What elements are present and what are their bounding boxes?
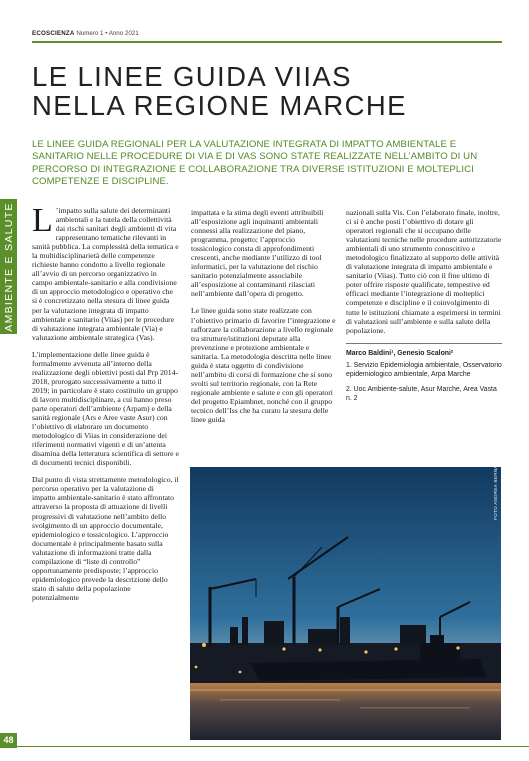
text-column-1: [32, 202, 179, 610]
paragraph: impattata e la stima degli eventi attribuibili all’esposizione agli inquinanti ambientali connessi alla realizzazione del piano, programma, progetto; l’approccio tossicologico consta di approfondimenti crescenti, anche mediante l’utilizzo di tool informatici, per la valutazione del rischio sanitario potenzialmente associabile all’esposizione ai contaminanti rilasciati nell’ambiente dall’opera di progetto.: [191, 208, 324, 299]
harbor-photo: [190, 467, 501, 740]
author-names: Marco Baldini¹, Genesio Scaloni²: [346, 349, 454, 357]
title-line-2: NELLA REGIONE MARCHE: [32, 90, 407, 121]
running-header: [32, 30, 502, 37]
paragraph: L ’impatto sulla salute dei determinanti ambientali e la tutela della collettività dai rischi sanitari degli ambienti di vita rappresentano tematiche rilevanti in sanità pubblica. La complessità della tematica e la multidisciplinarietà delle competenze richieste hanno condotto a livello regionale all’avvio di un percorso organizzativo in campo ambientale-sanitario e alla condivisione di un approccio metodologico e operativo che si è concretizzato nella stesura di linee guida per la valutazione integrata di impatto ambientale e sanitario (Viias) per le procedure di valutazione integrata ambientale (Via) e valutazione ambientale strategica (Vas).: [32, 202, 179, 342]
paragraph: nazionali sulla Vis. Con l’elaborato finale, inoltre, ci si è anche posti l’obiettivo di dotare gli operatori regionali che si occupano delle valutazioni tecniche nelle procedure autorizzatorie ambientali di uno strumento conoscitivo e metodologico finalizzato al supporto delle attività di valutazione integrata di impatto ambientale e sanitario (Viias). Tutto ciò con il fine ultimo di poter offrire risposte qualificate, tempestive ed efficaci mediante l’integrazione di molteplici competenze e discipline e il coinvolgimento di tutte le istituzioni chiamate a esprimersi in termini di valutazioni sull’ambiente e sulla salute della popolazione.: [346, 208, 502, 335]
title-line-1: LE LINEE GUIDA VIIAS: [32, 61, 352, 92]
article-title: [32, 62, 502, 120]
section-tab: [0, 199, 17, 334]
author-affiliation-2: 2. Uoc Ambiente-salute, Asur Marche, Area Vasta n. 2: [346, 386, 497, 402]
author-block: [346, 350, 502, 404]
section-tab-label: AMBIENTE E SALUTE: [2, 201, 15, 332]
author-affiliation-1: 1. Servizio Epidemiologia ambientale, Osservatorio epidemiologico ambientale, Arpa Marche: [346, 362, 502, 378]
paragraph: Le linee guida sono state realizzate con l’obiettivo primario di favorire l’integrazione e rafforzare la collaborazione a livello regionale tra strutture/istituzioni deputate alla prevenzione e protezione ambientale e sanitaria. La metodologia descritta nelle linee guida è stata oggetto di condivisione nell’ambito di corsi di formazione che si sono svolti sul territorio regionale, con la Rete regionale ambiente e salute e con gli operatori del progetto Epiambnet, nonché con il gruppo tecnico dell’Iss che ha curato la stesura delle linee guida: [191, 306, 336, 425]
magazine-name: ECOSCIENZA: [32, 30, 75, 37]
photo-credit: FOTO ANDREA BERNACCHIA • ARCHIVIO • CC BY 4.0: [493, 390, 498, 520]
text-column-2: [191, 208, 337, 432]
text-column-3: [346, 208, 502, 410]
authors-divider: [346, 343, 502, 344]
drop-cap: L: [32, 202, 53, 239]
paragraph: Dal punto di vista strettamente metodologico, il percorso operativo per la valutazione di impatto ambientale-sanitario è stato affrontato attraverso la proposta di attuazione di livelli progressivi di valutazione nell’ambito dello svolgimento di un approccio documentale, epidemiologico e tossicologico. L’approccio documentale è principalmente basato sulla valutazione di informazioni tratte dalla compilazione di “liste di controllo” opportunamente predisposte; l’approccio epidemiologico prevede la descrizione dello stato di salute della popolazione potenzialmente: [32, 475, 179, 602]
header-rule: [32, 41, 502, 43]
page-number: 48: [0, 733, 17, 748]
issue-info: Numero 1 • Anno 2021: [76, 30, 139, 37]
article-lead: LE LINEE GUIDA REGIONALI PER LA VALUTAZIONE INTEGRATA DI IMPATTO AMBIENTALE E SANITARIO NELLE PROCEDURE DI VIA E DI VAS SONO STATE REALIZZATE NELL’AMBITO DI UN PERCORSO DI INTEGRAZIONE E COLLABORAZIONE TRA DIVERSE ISTITUZIONI E MOLTEPLICI COMPETENZE E DISCIPLINE.: [32, 139, 478, 187]
paragraph: L’implementazione delle linee guida è formalmente avvenuta all’interno della realizzazione degli obiettivi posti dal Prp 2014-2018, prorogato successivamente a tutto il 2019; in particolare è stato costituito un gruppo di lavoro multidisciplinare, a cui hanno preso parte operatori dell’ambiente (Arpam) e della sanità regionale (Ars e Aree vaste Asur) con l’obiettivo di elaborare un documento metodologico di Viias in considerazione dei riferimenti normativi vigenti e di un’attenta disamina della letteratura scientifica di settore e di documenti tecnici disponibili.: [32, 349, 179, 468]
harbor-illustration: [190, 467, 501, 740]
footer-rule: [17, 746, 529, 747]
